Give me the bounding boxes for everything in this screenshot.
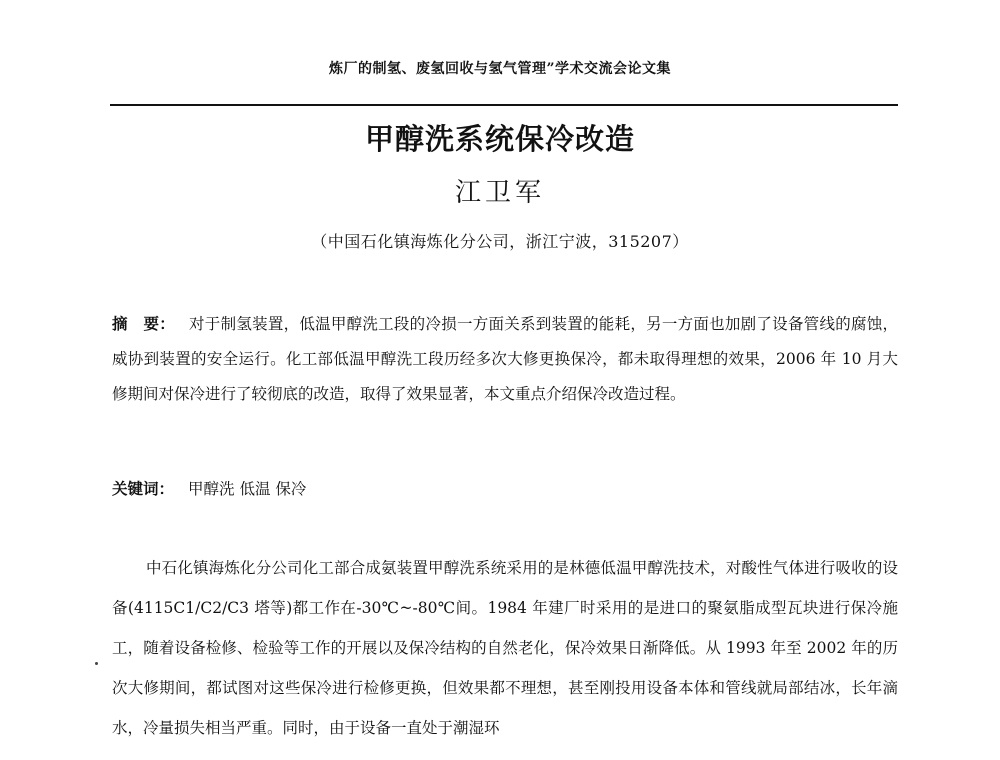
abstract	[112, 306, 898, 412]
abstract-text: 对于制氢装置，低温甲醇洗工段的冷损一方面关系到装置的能耗，另一方面也加剧了设备管线的腐蚀，威协到装置的安全运行。化工部低温甲醇洗工段历经多次大修更换保冷，都未取得理想的效果，2006 年 10 月大修期间对保冷进行了较彻底的改造，取得了效果显著，本文重点介绍保冷改造过程。	[112, 315, 898, 403]
keywords	[112, 471, 898, 507]
paper-title: 甲醇洗系统保冷改造	[364, 122, 635, 156]
author-affiliation: （中国石化镇海炼化分公司，浙江宁波，315207）	[311, 232, 689, 251]
body-paragraph: 中石化镇海炼化分公司化工部合成氨装置甲醇洗系统采用的是林德低温甲醇洗技术，对酸性气体进行吸收的设备(4115C1/C2/C3 塔等)都工作在-30℃~-80℃间。1984 年建厂时采用的是进口的聚氨脂成型瓦块进行保冷施工，随着设备检修、检验等工作的开展以及保冷结构的自然老化，保冷效果日渐降低。从 1993 年至 2002 年的历次大修期间，都试图对这些保冷进行检修更换，但效果都不理想，甚至刚投用设备本体和管线就局部结冰，长年滴水，冷量损失相当严重。同时，由于设备一直处于潮湿环	[112, 559, 898, 737]
proceedings-header: 炼厂的制氢、废氢回收与氢气管理”学术交流会论文集	[328, 61, 672, 77]
author-name: 江卫军	[454, 178, 545, 208]
abstract-label: 摘 要：	[112, 314, 176, 333]
scan-speck	[95, 662, 98, 665]
keywords-label: 关键词：	[112, 479, 175, 498]
keywords-text: 甲醇洗 低温 保冷	[188, 480, 307, 498]
header-divider	[110, 104, 898, 106]
